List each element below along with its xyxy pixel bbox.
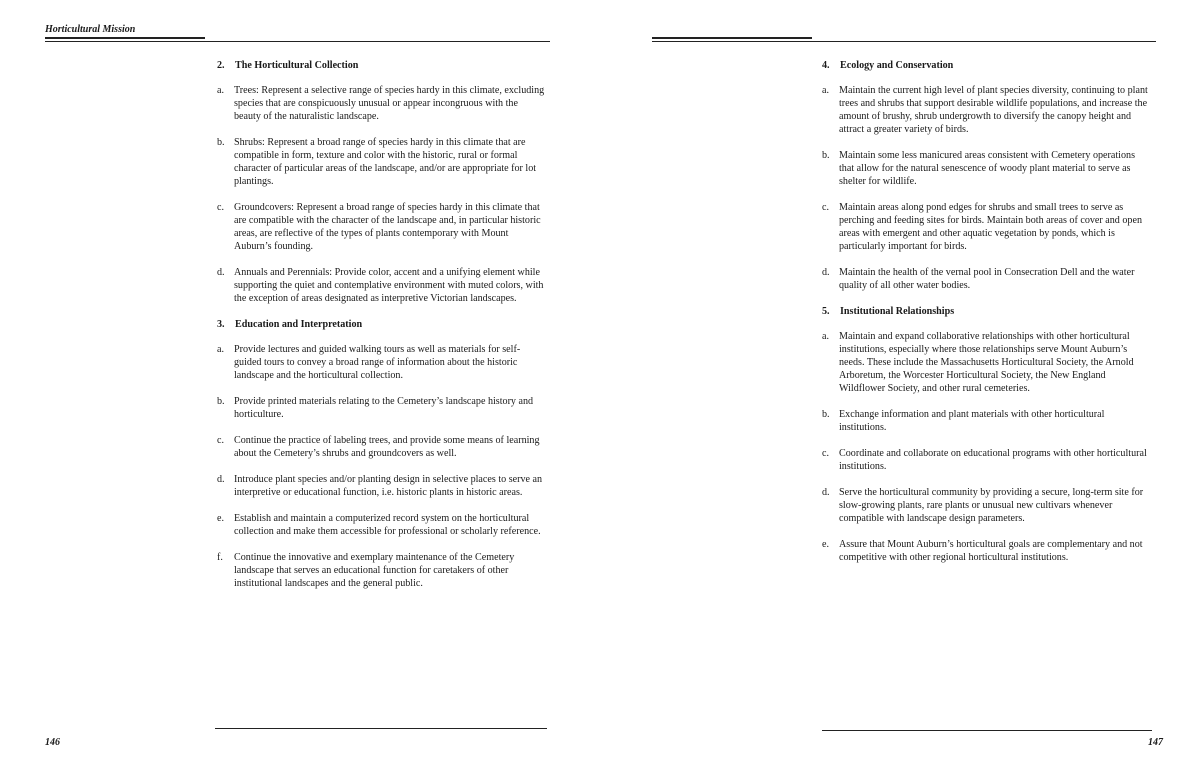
list-item: e. Establish and maintain a computerized record system on the horticultural collection and make them accessible for professional or scholarly reference. [217, 513, 541, 537]
list-item: d. Introduce plant species and/or planting design in selective places to serve an interpretive or educational function, i.e. historic plants in historic areas. [217, 474, 543, 498]
list-item: c. Maintain areas along pond edges for shrubs and small trees to serve as perching and feeding sites for birds. Maintain both areas of cover and open areas with emergent and other aquatic vegetation by ponds, which is particularly important for birds. [822, 202, 1142, 252]
list-item: b. Provide printed materials relating to the Cemetery’s landscape history and horticulture. [217, 396, 534, 420]
header-rule-thin [45, 41, 550, 42]
list-item: d. Annuals and Perennials: Provide color, accent and a unifying element while supporting the quiet and contemplative environment with muted colors, with the exception of areas designated as interpretive Victorian landscapes. [217, 267, 544, 304]
header-rule-thin [652, 41, 1156, 42]
right-page [600, 0, 1200, 776]
section-heading: 2. The Horticultural Collection [217, 60, 359, 71]
section-heading: 4. Ecology and Conservation [822, 60, 954, 71]
list-item: e. Assure that Mount Auburn’s horticultural goals are complementary and not competitive with other regional horticultural institutions. [822, 539, 1143, 563]
list-item: a. Trees: Represent a selective range of species hardy in this climate, excluding species that are conspicuously unusual or appear incongruous with the beauty of the naturalistic landscape. [217, 85, 545, 122]
list-item: a. Maintain and expand collaborative relationships with other horticultural institutions, especially where those relationships serve Mount Auburn’s needs. These include the Massachusetts Horticultural Society, the Arnold Arboretum, the Worcester Horticultural Society, the New England Wildflower Society, and other rural cemeteries. [822, 331, 1134, 394]
section-title: Education and Interpretation [235, 319, 363, 330]
list-item: f. Continue the innovative and exemplary maintenance of the Cemetery landscape that serves an educational function for caretakers of other institutional landscapes and the general public. [217, 552, 515, 589]
list-item: b. Shrubs: Represent a broad range of species hardy in this climate that are compatible in form, texture and color with the historic, rural or formal character of particular areas of the landscape, and/or are appropriate for lot plantings. [217, 137, 537, 187]
list-item: a. Maintain the current high level of plant species diversity, continuing to plant trees and shrubs that support desirable wildlife populations, and increase the amount of brushy, shrub undergrowth to diversify the canopy height and attract a greater variety of birds. [822, 85, 1148, 135]
section-title: The Horticultural Collection [235, 60, 359, 71]
page-number: 147 [1148, 737, 1163, 748]
list-item: c. Continue the practice of labeling trees, and provide some means of learning about the Cemetery’s shrubs and groundcovers as well. [217, 435, 540, 459]
header-rule-thick [652, 37, 812, 39]
footer-rule [215, 728, 547, 729]
list-item: c. Coordinate and collaborate on educational programs with other horticultural institutions. [822, 448, 1147, 472]
section-title: Ecology and Conservation [840, 60, 954, 71]
list-item: d. Serve the horticultural community by providing a secure, long-term site for slow-growing plants, rare plants or unusual new cultivars whenever compatible with landscape design parameters. [822, 487, 1144, 524]
list-item: a. Provide lectures and guided walking tours as well as materials for self-guided tours to convey a broad range of information about the historic landscape and the horticultural collection. [217, 344, 521, 381]
footer-rule [822, 730, 1152, 731]
list-item: b. Maintain some less manicured areas consistent with Cemetery operations that allow for the natural senescence of woody plant material to serve as shelter for wildlife. [822, 150, 1136, 187]
left-column [217, 59, 547, 590]
section-title: Institutional Relationships [840, 306, 955, 317]
right-column [822, 59, 1152, 564]
section-heading: 5. Institutional Relationships [822, 306, 955, 317]
list-item: b. Exchange information and plant materials with other horticultural institutions. [822, 409, 1105, 433]
section-heading: 3. Education and Interpretation [217, 319, 363, 330]
header-rule-thick [45, 37, 205, 39]
list-item: d. Maintain the health of the vernal pool in Consecration Dell and the water quality of all other water bodies. [822, 267, 1135, 291]
page-number: 146 [45, 737, 60, 748]
list-item: c. Groundcovers: Represent a broad range of species hardy in this climate that are compatible with the character of the landscape and, in particular historic areas, are reflective of the types of plants contemporary with Mount Auburn’s founding. [217, 202, 541, 252]
running-head: Horticultural Mission [45, 24, 136, 35]
